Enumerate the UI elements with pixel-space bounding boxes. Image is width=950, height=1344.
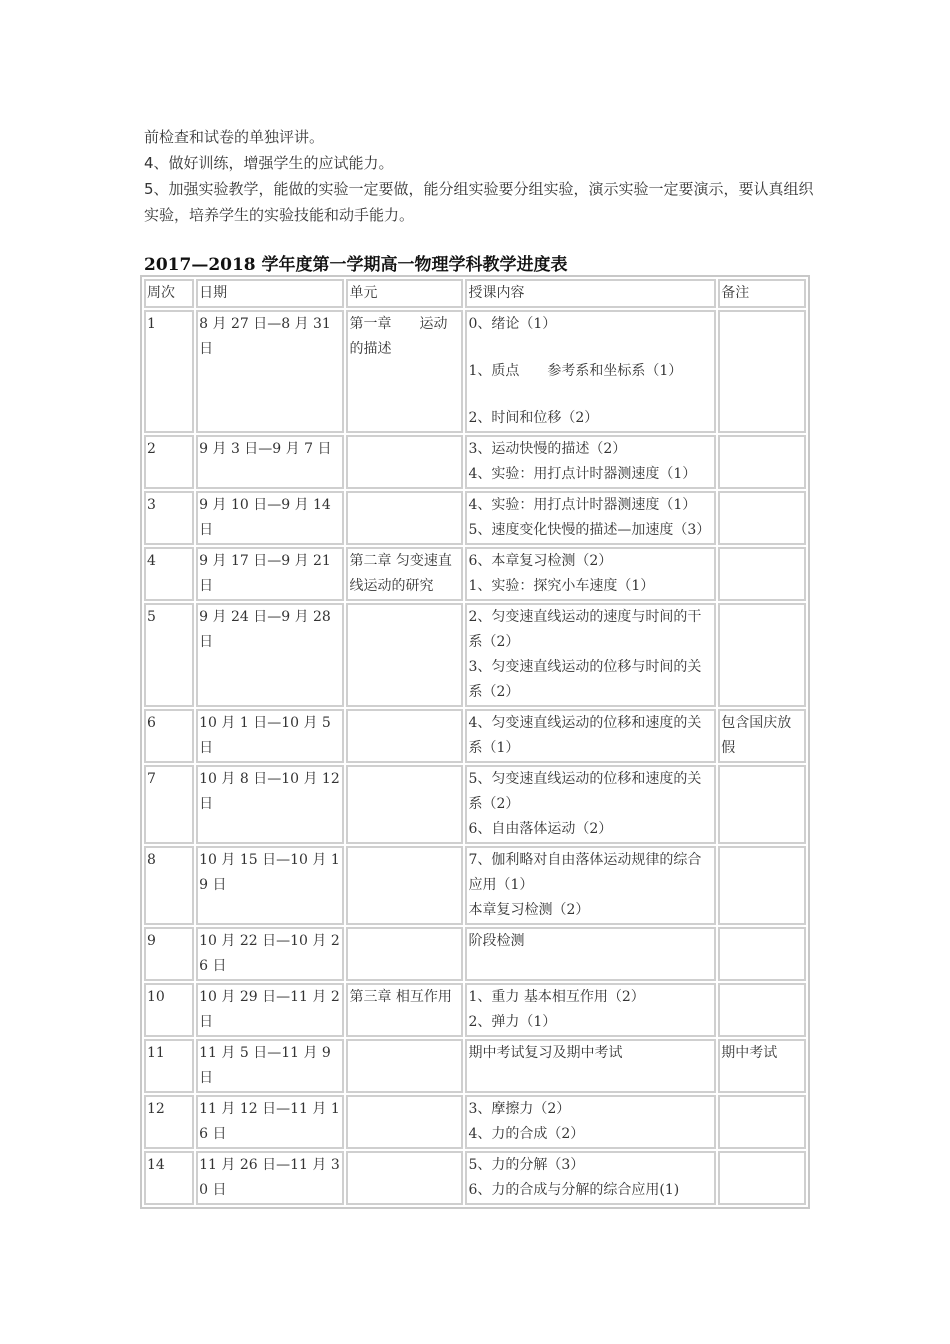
cell-unit [346, 927, 463, 981]
cell-note [718, 846, 806, 925]
cell-week: 1 [144, 310, 194, 433]
cell-date: 11 月 5 日—11 月 9 日 [196, 1039, 344, 1093]
cell-date: 9 月 10 日—9 月 14 日 [196, 491, 344, 545]
cell-note [718, 603, 806, 707]
cell-unit [346, 603, 463, 707]
table-row [144, 846, 806, 925]
cell-content [465, 547, 716, 601]
content-line: 7、伽利略对自由落体运动规律的综合应用（1） [468, 852, 702, 893]
cell-week: 3 [144, 491, 194, 545]
cell-note: 期中考试 [718, 1039, 806, 1093]
cell-week: 9 [144, 927, 194, 981]
header-content: 授课内容 [465, 279, 716, 308]
table-row [144, 1151, 806, 1205]
schedule-table [140, 275, 810, 1209]
content-line: 4、力的合成（2） [468, 1126, 585, 1142]
table-row [144, 435, 806, 489]
content-line: 2、匀变速直线运动的速度与时间的干系（2） [468, 609, 702, 650]
cell-content [465, 1095, 716, 1149]
header-unit: 单元 [346, 279, 463, 308]
cell-note [718, 983, 806, 1037]
content-line: 1、实验：探究小车速度（1） [468, 578, 655, 594]
cell-content [465, 927, 716, 981]
cell-week: 4 [144, 547, 194, 601]
cell-content [465, 765, 716, 844]
content-line: 6、力的合成与分解的综合应用(1) [468, 1182, 680, 1198]
cell-date: 9 月 24 日—9 月 28 日 [196, 603, 344, 707]
content-line: 4、匀变速直线运动的位移和速度的关系（1） [468, 715, 702, 756]
cell-date: 10 月 22 日—10 月 26 日 [196, 927, 344, 981]
cell-unit [346, 846, 463, 925]
header-note: 备注 [718, 279, 806, 308]
cell-date: 8 月 27 日—8 月 31 日 [196, 310, 344, 433]
cell-date: 10 月 15 日—10 月 19 日 [196, 846, 344, 925]
cell-week: 12 [144, 1095, 194, 1149]
cell-unit [346, 435, 463, 489]
cell-note [718, 435, 806, 489]
content-line: 3、匀变速直线运动的位移与时间的关系（2） [468, 659, 702, 700]
cell-week: 5 [144, 603, 194, 707]
cell-unit: 第一章 运动的描述 [346, 310, 463, 433]
cell-note [718, 1151, 806, 1205]
cell-week: 6 [144, 709, 194, 763]
table-title: 2017—2018 学年度第一学期高一物理学科教学进度表 [144, 255, 568, 275]
table-row [144, 547, 806, 601]
table-row [144, 765, 806, 844]
cell-content [465, 846, 716, 925]
paragraph-review: 前检查和试卷的单独评讲。 [144, 128, 325, 146]
cell-note: 包含国庆放假 [718, 709, 806, 763]
content-line: 4、实验：用打点计时器测速度（1） [468, 497, 697, 513]
table-row [144, 927, 806, 981]
table-row [144, 603, 806, 707]
table-row [144, 709, 806, 763]
table-body [144, 310, 806, 1205]
cell-week: 8 [144, 846, 194, 925]
cell-date: 10 月 8 日—10 月 12 日 [196, 765, 344, 844]
cell-week: 11 [144, 1039, 194, 1093]
cell-week: 2 [144, 435, 194, 489]
table-row [144, 491, 806, 545]
table-row [144, 983, 806, 1037]
content-line: 3、摩擦力（2） [468, 1101, 571, 1117]
cell-content [465, 1039, 716, 1093]
cell-content [465, 310, 716, 433]
cell-unit [346, 1039, 463, 1093]
cell-unit [346, 491, 463, 545]
cell-date: 10 月 29 日—11 月 2 日 [196, 983, 344, 1037]
content-line: 1、质点 参考系和坐标系（1） [468, 363, 683, 379]
cell-week: 10 [144, 983, 194, 1037]
cell-content [465, 1151, 716, 1205]
content-line: 1、重力 基本相互作用（2） [468, 989, 645, 1005]
cell-unit: 第二章 匀变速直线运动的研究 [346, 547, 463, 601]
table-row [144, 1039, 806, 1093]
cell-date: 9 月 3 日—9 月 7 日 [196, 435, 344, 489]
cell-note [718, 491, 806, 545]
content-line: 期中考试复习及期中考试 [468, 1045, 623, 1061]
cell-content [465, 983, 716, 1037]
cell-week: 14 [144, 1151, 194, 1205]
cell-note [718, 547, 806, 601]
content-line: 0、绪论（1） [468, 316, 557, 332]
content-line: 阶段检测 [468, 933, 525, 949]
content-line: 2、时间和位移（2） [468, 410, 599, 426]
line-gap [468, 384, 713, 406]
table-row [144, 1095, 806, 1149]
cell-unit [346, 1095, 463, 1149]
cell-note [718, 765, 806, 844]
header-week: 周次 [144, 279, 194, 308]
cell-content [465, 491, 716, 545]
table-row [144, 310, 806, 433]
cell-date: 10 月 1 日—10 月 5 日 [196, 709, 344, 763]
table-header-row [144, 279, 806, 308]
content-line: 3、运动快慢的描述（2） [468, 441, 627, 457]
cell-unit [346, 1151, 463, 1205]
content-line: 6、自由落体运动（2） [468, 821, 613, 837]
header-date: 日期 [196, 279, 344, 308]
paragraph-training: 4、做好训练，增强学生的应试能力。 [144, 154, 394, 172]
cell-content [465, 709, 716, 763]
content-line: 5、速度变化快慢的描述—加速度（3） [468, 522, 711, 538]
cell-content [465, 435, 716, 489]
cell-unit [346, 709, 463, 763]
content-line: 5、力的分解（3） [468, 1157, 585, 1173]
cell-date: 11 月 26 日—11 月 30 日 [196, 1151, 344, 1205]
cell-note [718, 1095, 806, 1149]
content-line: 5、匀变速直线运动的位移和速度的关系（2） [468, 771, 702, 812]
cell-content [465, 603, 716, 707]
paragraph-experiments: 5、加强实验教学，能做的实验一定要做，能分组实验要分组实验，演示实验一定要演示，要认真组织实验，培养学生的实验技能和动手能力。 [144, 180, 814, 224]
content-line: 6、本章复习检测（2） [468, 553, 613, 569]
cell-week: 7 [144, 765, 194, 844]
line-gap [468, 337, 713, 359]
cell-date: 11 月 12 日—11 月 16 日 [196, 1095, 344, 1149]
content-line: 本章复习检测（2） [468, 902, 590, 918]
content-line: 2、弹力（1） [468, 1014, 557, 1030]
cell-note [718, 927, 806, 981]
cell-unit: 第三章 相互作用 [346, 983, 463, 1037]
cell-date: 9 月 17 日—9 月 21 日 [196, 547, 344, 601]
cell-note [718, 310, 806, 433]
cell-unit [346, 765, 463, 844]
content-line: 4、实验：用打点计时器测速度（1） [468, 466, 697, 482]
